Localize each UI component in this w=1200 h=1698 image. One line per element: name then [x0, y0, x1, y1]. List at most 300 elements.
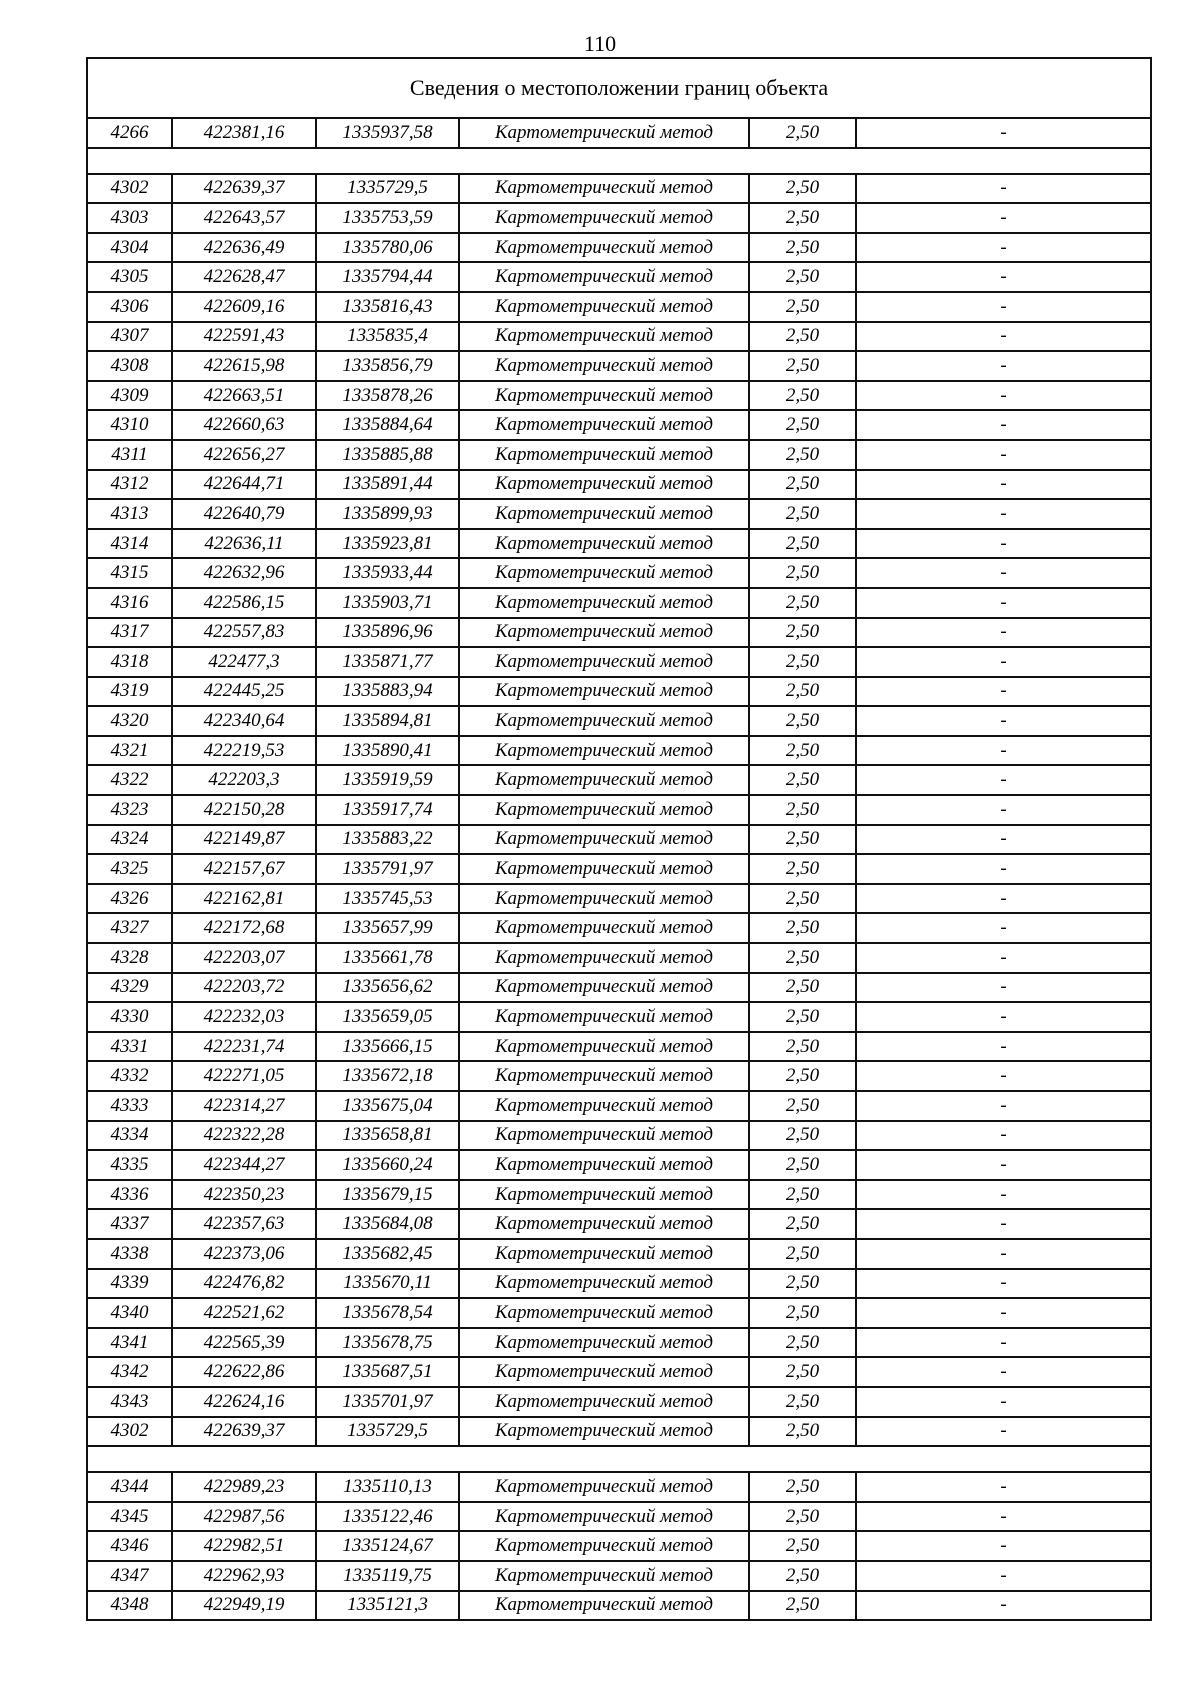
point-number-cell: 4321 [87, 736, 172, 766]
point-number-cell: 4302 [87, 174, 172, 204]
point-number-cell: 4316 [87, 588, 172, 618]
y-coordinate-cell: 1335933,44 [316, 558, 459, 588]
description-cell: - [856, 1121, 1151, 1151]
x-coordinate-cell: 422172,68 [172, 913, 316, 943]
accuracy-cell: 2,50 [749, 1209, 856, 1239]
point-number-cell: 4303 [87, 203, 172, 233]
description-cell: - [856, 1472, 1151, 1502]
accuracy-cell: 2,50 [749, 647, 856, 677]
description-cell: - [856, 1417, 1151, 1447]
point-number-cell: 4332 [87, 1061, 172, 1091]
x-coordinate-cell: 422231,74 [172, 1032, 316, 1062]
method-cell: Картометрический метод [459, 795, 749, 825]
point-number-cell: 4329 [87, 973, 172, 1003]
table-row [87, 1239, 1151, 1269]
table-row [87, 647, 1151, 677]
table-row [87, 440, 1151, 470]
point-number-cell: 4307 [87, 322, 172, 352]
point-number-cell: 4334 [87, 1121, 172, 1151]
point-number-cell: 4318 [87, 647, 172, 677]
method-cell: Картометрический метод [459, 351, 749, 381]
description-cell: - [856, 825, 1151, 855]
x-coordinate-cell: 422203,72 [172, 973, 316, 1003]
point-number-cell: 4347 [87, 1561, 172, 1591]
point-number-cell: 4308 [87, 351, 172, 381]
method-cell: Картометрический метод [459, 1061, 749, 1091]
description-cell: - [856, 677, 1151, 707]
table-row [87, 410, 1151, 440]
table-row [87, 736, 1151, 766]
method-cell: Картометрический метод [459, 884, 749, 914]
description-cell: - [856, 1387, 1151, 1417]
point-number-cell: 4339 [87, 1269, 172, 1299]
method-cell: Картометрический метод [459, 499, 749, 529]
point-number-cell: 4341 [87, 1328, 172, 1358]
x-coordinate-cell: 422381,16 [172, 118, 316, 148]
point-number-cell: 4344 [87, 1472, 172, 1502]
method-cell: Картометрический метод [459, 1091, 749, 1121]
x-coordinate-cell: 422150,28 [172, 795, 316, 825]
description-cell: - [856, 529, 1151, 559]
x-coordinate-cell: 422350,23 [172, 1180, 316, 1210]
description-cell: - [856, 795, 1151, 825]
x-coordinate-cell: 422314,27 [172, 1091, 316, 1121]
group-separator-row [87, 148, 1151, 174]
table-row [87, 529, 1151, 559]
y-coordinate-cell: 1335835,4 [316, 322, 459, 352]
point-number-cell: 4313 [87, 499, 172, 529]
table-row [87, 973, 1151, 1003]
point-number-cell: 4325 [87, 854, 172, 884]
point-number-cell: 4337 [87, 1209, 172, 1239]
x-coordinate-cell: 422628,47 [172, 262, 316, 292]
method-cell: Картометрический метод [459, 677, 749, 707]
point-number-cell: 4336 [87, 1180, 172, 1210]
accuracy-cell: 2,50 [749, 1417, 856, 1447]
method-cell: Картометрический метод [459, 1032, 749, 1062]
point-number-cell: 4338 [87, 1239, 172, 1269]
accuracy-cell: 2,50 [749, 706, 856, 736]
accuracy-cell: 2,50 [749, 233, 856, 263]
x-coordinate-cell: 422624,16 [172, 1387, 316, 1417]
accuracy-cell: 2,50 [749, 677, 856, 707]
method-cell: Картометрический метод [459, 913, 749, 943]
x-coordinate-cell: 422989,23 [172, 1472, 316, 1502]
description-cell: - [856, 470, 1151, 500]
y-coordinate-cell: 1335894,81 [316, 706, 459, 736]
y-coordinate-cell: 1335666,15 [316, 1032, 459, 1062]
table-row [87, 203, 1151, 233]
x-coordinate-cell: 422232,03 [172, 1002, 316, 1032]
method-cell: Картометрический метод [459, 470, 749, 500]
accuracy-cell: 2,50 [749, 1531, 856, 1561]
method-cell: Картометрический метод [459, 1387, 749, 1417]
x-coordinate-cell: 422643,57 [172, 203, 316, 233]
description-cell: - [856, 1531, 1151, 1561]
y-coordinate-cell: 1335816,43 [316, 292, 459, 322]
y-coordinate-cell: 1335883,94 [316, 677, 459, 707]
description-cell: - [856, 499, 1151, 529]
description-cell: - [856, 1180, 1151, 1210]
table-row [87, 765, 1151, 795]
method-cell: Картометрический метод [459, 203, 749, 233]
point-number-cell: 4304 [87, 233, 172, 263]
method-cell: Картометрический метод [459, 118, 749, 148]
accuracy-cell: 2,50 [749, 1502, 856, 1532]
y-coordinate-cell: 1335923,81 [316, 529, 459, 559]
description-cell: - [856, 351, 1151, 381]
method-cell: Картометрический метод [459, 1472, 749, 1502]
y-coordinate-cell: 1335856,79 [316, 351, 459, 381]
point-number-cell: 4343 [87, 1387, 172, 1417]
description-cell: - [856, 854, 1151, 884]
description-cell: - [856, 1091, 1151, 1121]
method-cell: Картометрический метод [459, 322, 749, 352]
description-cell: - [856, 884, 1151, 914]
y-coordinate-cell: 1335659,05 [316, 1002, 459, 1032]
accuracy-cell: 2,50 [749, 1298, 856, 1328]
y-coordinate-cell: 1335871,77 [316, 647, 459, 677]
table-row [87, 558, 1151, 588]
y-coordinate-cell: 1335919,59 [316, 765, 459, 795]
table-row [87, 795, 1151, 825]
description-cell: - [856, 618, 1151, 648]
y-coordinate-cell: 1335729,5 [316, 174, 459, 204]
point-number-cell: 4328 [87, 943, 172, 973]
method-cell: Картометрический метод [459, 1502, 749, 1532]
y-coordinate-cell: 1335701,97 [316, 1387, 459, 1417]
description-cell: - [856, 1209, 1151, 1239]
x-coordinate-cell: 422636,11 [172, 529, 316, 559]
table-row [87, 943, 1151, 973]
point-number-cell: 4320 [87, 706, 172, 736]
x-coordinate-cell: 422203,3 [172, 765, 316, 795]
x-coordinate-cell: 422639,37 [172, 1417, 316, 1447]
table-title-row [87, 58, 1151, 118]
x-coordinate-cell: 422987,56 [172, 1502, 316, 1532]
description-cell: - [856, 203, 1151, 233]
y-coordinate-cell: 1335791,97 [316, 854, 459, 884]
table-row [87, 1561, 1151, 1591]
point-number-cell: 4327 [87, 913, 172, 943]
table-row [87, 1531, 1151, 1561]
x-coordinate-cell: 422640,79 [172, 499, 316, 529]
table-row [87, 1357, 1151, 1387]
x-coordinate-cell: 422344,27 [172, 1150, 316, 1180]
table-row [87, 381, 1151, 411]
y-coordinate-cell: 1335119,75 [316, 1561, 459, 1591]
x-coordinate-cell: 422962,93 [172, 1561, 316, 1591]
y-coordinate-cell: 1335122,46 [316, 1502, 459, 1532]
table-row [87, 884, 1151, 914]
accuracy-cell: 2,50 [749, 351, 856, 381]
table-row [87, 706, 1151, 736]
method-cell: Картометрический метод [459, 825, 749, 855]
y-coordinate-cell: 1335729,5 [316, 1417, 459, 1447]
accuracy-cell: 2,50 [749, 381, 856, 411]
accuracy-cell: 2,50 [749, 1239, 856, 1269]
x-coordinate-cell: 422219,53 [172, 736, 316, 766]
accuracy-cell: 2,50 [749, 913, 856, 943]
point-number-cell: 4324 [87, 825, 172, 855]
point-number-cell: 4312 [87, 470, 172, 500]
table-row [87, 322, 1151, 352]
description-cell: - [856, 292, 1151, 322]
table-row [87, 1002, 1151, 1032]
y-coordinate-cell: 1335883,22 [316, 825, 459, 855]
point-number-cell: 4331 [87, 1032, 172, 1062]
accuracy-cell: 2,50 [749, 854, 856, 884]
table-row [87, 262, 1151, 292]
y-coordinate-cell: 1335121,3 [316, 1591, 459, 1621]
description-cell: - [856, 1002, 1151, 1032]
accuracy-cell: 2,50 [749, 765, 856, 795]
x-coordinate-cell: 422203,07 [172, 943, 316, 973]
description-cell: - [856, 1561, 1151, 1591]
x-coordinate-cell: 422663,51 [172, 381, 316, 411]
x-coordinate-cell: 422609,16 [172, 292, 316, 322]
point-number-cell: 4340 [87, 1298, 172, 1328]
accuracy-cell: 2,50 [749, 795, 856, 825]
description-cell: - [856, 1591, 1151, 1621]
method-cell: Картометрический метод [459, 410, 749, 440]
accuracy-cell: 2,50 [749, 322, 856, 352]
description-cell: - [856, 736, 1151, 766]
method-cell: Картометрический метод [459, 440, 749, 470]
accuracy-cell: 2,50 [749, 1472, 856, 1502]
boundary-coordinates-table [86, 57, 1152, 1621]
y-coordinate-cell: 1335124,67 [316, 1531, 459, 1561]
x-coordinate-cell: 422322,28 [172, 1121, 316, 1151]
y-coordinate-cell: 1335660,24 [316, 1150, 459, 1180]
y-coordinate-cell: 1335899,93 [316, 499, 459, 529]
method-cell: Картометрический метод [459, 381, 749, 411]
accuracy-cell: 2,50 [749, 1561, 856, 1591]
method-cell: Картометрический метод [459, 706, 749, 736]
y-coordinate-cell: 1335903,71 [316, 588, 459, 618]
y-coordinate-cell: 1335110,13 [316, 1472, 459, 1502]
table-row [87, 1209, 1151, 1239]
description-cell: - [856, 233, 1151, 263]
y-coordinate-cell: 1335745,53 [316, 884, 459, 914]
description-cell: - [856, 558, 1151, 588]
table-row [87, 1061, 1151, 1091]
description-cell: - [856, 440, 1151, 470]
y-coordinate-cell: 1335884,64 [316, 410, 459, 440]
x-coordinate-cell: 422949,19 [172, 1591, 316, 1621]
table-row [87, 1269, 1151, 1299]
method-cell: Картометрический метод [459, 1150, 749, 1180]
x-coordinate-cell: 422357,63 [172, 1209, 316, 1239]
table-row [87, 1150, 1151, 1180]
method-cell: Картометрический метод [459, 1328, 749, 1358]
accuracy-cell: 2,50 [749, 1061, 856, 1091]
table-row [87, 913, 1151, 943]
accuracy-cell: 2,50 [749, 884, 856, 914]
table-row [87, 1032, 1151, 1062]
point-number-cell: 4309 [87, 381, 172, 411]
method-cell: Картометрический метод [459, 529, 749, 559]
table-row [87, 470, 1151, 500]
x-coordinate-cell: 422632,96 [172, 558, 316, 588]
point-number-cell: 4311 [87, 440, 172, 470]
y-coordinate-cell: 1335890,41 [316, 736, 459, 766]
y-coordinate-cell: 1335878,26 [316, 381, 459, 411]
page-number: 110 [583, 31, 617, 56]
x-coordinate-cell: 422586,15 [172, 588, 316, 618]
accuracy-cell: 2,50 [749, 1032, 856, 1062]
table-row [87, 1502, 1151, 1532]
method-cell: Картометрический метод [459, 1531, 749, 1561]
description-cell: - [856, 973, 1151, 1003]
x-coordinate-cell: 422557,83 [172, 618, 316, 648]
description-cell: - [856, 1061, 1151, 1091]
accuracy-cell: 2,50 [749, 470, 856, 500]
table-row [87, 118, 1151, 148]
point-number-cell: 4315 [87, 558, 172, 588]
table-row [87, 1591, 1151, 1621]
point-number-cell: 4346 [87, 1531, 172, 1561]
point-number-cell: 4266 [87, 118, 172, 148]
method-cell: Картометрический метод [459, 1121, 749, 1151]
y-coordinate-cell: 1335780,06 [316, 233, 459, 263]
point-number-cell: 4333 [87, 1091, 172, 1121]
accuracy-cell: 2,50 [749, 1121, 856, 1151]
accuracy-cell: 2,50 [749, 262, 856, 292]
point-number-cell: 4310 [87, 410, 172, 440]
x-coordinate-cell: 422591,43 [172, 322, 316, 352]
point-number-cell: 4314 [87, 529, 172, 559]
table-row [87, 677, 1151, 707]
x-coordinate-cell: 422565,39 [172, 1328, 316, 1358]
y-coordinate-cell: 1335885,88 [316, 440, 459, 470]
y-coordinate-cell: 1335678,75 [316, 1328, 459, 1358]
point-number-cell: 4305 [87, 262, 172, 292]
group-separator-cell [87, 148, 1151, 174]
method-cell: Картометрический метод [459, 1239, 749, 1269]
method-cell: Картометрический метод [459, 1269, 749, 1299]
y-coordinate-cell: 1335658,81 [316, 1121, 459, 1151]
method-cell: Картометрический метод [459, 1002, 749, 1032]
description-cell: - [856, 174, 1151, 204]
method-cell: Картометрический метод [459, 618, 749, 648]
y-coordinate-cell: 1335679,15 [316, 1180, 459, 1210]
point-number-cell: 4335 [87, 1150, 172, 1180]
x-coordinate-cell: 422477,3 [172, 647, 316, 677]
y-coordinate-cell: 1335753,59 [316, 203, 459, 233]
point-number-cell: 4330 [87, 1002, 172, 1032]
method-cell: Картометрический метод [459, 1298, 749, 1328]
description-cell: - [856, 1298, 1151, 1328]
description-cell: - [856, 1032, 1151, 1062]
method-cell: Картометрический метод [459, 647, 749, 677]
method-cell: Картометрический метод [459, 1417, 749, 1447]
y-coordinate-cell: 1335687,51 [316, 1357, 459, 1387]
accuracy-cell: 2,50 [749, 499, 856, 529]
accuracy-cell: 2,50 [749, 410, 856, 440]
table-row [87, 1298, 1151, 1328]
x-coordinate-cell: 422622,86 [172, 1357, 316, 1387]
x-coordinate-cell: 422476,82 [172, 1269, 316, 1299]
method-cell: Картометрический метод [459, 292, 749, 322]
point-number-cell: 4302 [87, 1417, 172, 1447]
accuracy-cell: 2,50 [749, 588, 856, 618]
table-body [87, 58, 1151, 1620]
description-cell: - [856, 118, 1151, 148]
y-coordinate-cell: 1335794,44 [316, 262, 459, 292]
method-cell: Картометрический метод [459, 736, 749, 766]
point-number-cell: 4306 [87, 292, 172, 322]
accuracy-cell: 2,50 [749, 558, 856, 588]
table-row [87, 1387, 1151, 1417]
method-cell: Картометрический метод [459, 1180, 749, 1210]
y-coordinate-cell: 1335917,74 [316, 795, 459, 825]
table-row [87, 854, 1151, 884]
description-cell: - [856, 1502, 1151, 1532]
x-coordinate-cell: 422162,81 [172, 884, 316, 914]
table-row [87, 174, 1151, 204]
y-coordinate-cell: 1335896,96 [316, 618, 459, 648]
method-cell: Картометрический метод [459, 262, 749, 292]
method-cell: Картометрический метод [459, 588, 749, 618]
y-coordinate-cell: 1335682,45 [316, 1239, 459, 1269]
method-cell: Картометрический метод [459, 854, 749, 884]
description-cell: - [856, 1328, 1151, 1358]
x-coordinate-cell: 422656,27 [172, 440, 316, 470]
point-number-cell: 4322 [87, 765, 172, 795]
x-coordinate-cell: 422157,67 [172, 854, 316, 884]
accuracy-cell: 2,50 [749, 1091, 856, 1121]
table-row [87, 1180, 1151, 1210]
table-title: Сведения о местоположении границ объекта [87, 58, 1151, 118]
point-number-cell: 4348 [87, 1591, 172, 1621]
method-cell: Картометрический метод [459, 1209, 749, 1239]
accuracy-cell: 2,50 [749, 1180, 856, 1210]
accuracy-cell: 2,50 [749, 943, 856, 973]
method-cell: Картометрический метод [459, 973, 749, 1003]
x-coordinate-cell: 422373,06 [172, 1239, 316, 1269]
description-cell: - [856, 1269, 1151, 1299]
y-coordinate-cell: 1335656,62 [316, 973, 459, 1003]
description-cell: - [856, 943, 1151, 973]
y-coordinate-cell: 1335891,44 [316, 470, 459, 500]
y-coordinate-cell: 1335670,11 [316, 1269, 459, 1299]
x-coordinate-cell: 422340,64 [172, 706, 316, 736]
description-cell: - [856, 322, 1151, 352]
table-row [87, 618, 1151, 648]
accuracy-cell: 2,50 [749, 1150, 856, 1180]
table-row [87, 1091, 1151, 1121]
accuracy-cell: 2,50 [749, 1002, 856, 1032]
method-cell: Картометрический метод [459, 174, 749, 204]
description-cell: - [856, 913, 1151, 943]
method-cell: Картометрический метод [459, 943, 749, 973]
x-coordinate-cell: 422149,87 [172, 825, 316, 855]
method-cell: Картометрический метод [459, 233, 749, 263]
y-coordinate-cell: 1335678,54 [316, 1298, 459, 1328]
x-coordinate-cell: 422982,51 [172, 1531, 316, 1561]
y-coordinate-cell: 1335937,58 [316, 118, 459, 148]
accuracy-cell: 2,50 [749, 1269, 856, 1299]
accuracy-cell: 2,50 [749, 618, 856, 648]
table-row [87, 351, 1151, 381]
accuracy-cell: 2,50 [749, 118, 856, 148]
point-number-cell: 4323 [87, 795, 172, 825]
x-coordinate-cell: 422636,49 [172, 233, 316, 263]
description-cell: - [856, 381, 1151, 411]
y-coordinate-cell: 1335672,18 [316, 1061, 459, 1091]
accuracy-cell: 2,50 [749, 1357, 856, 1387]
